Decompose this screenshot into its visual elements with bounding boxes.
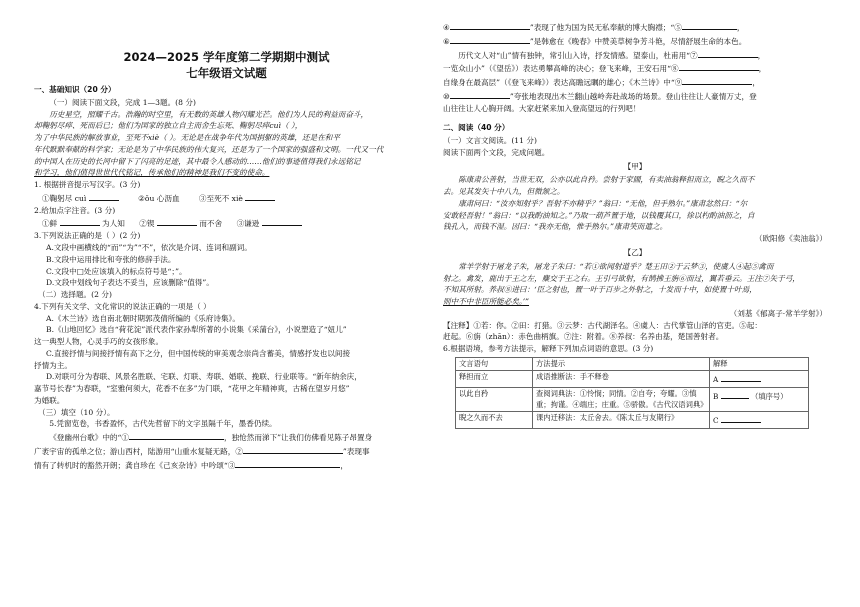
table-cell: 课内迁移法：太丘舍去。《陈太丘与友期行》 xyxy=(533,412,710,429)
table-header-cell: 解释 xyxy=(710,357,809,371)
table-header-cell: 文言语句 xyxy=(456,357,533,371)
table-cell xyxy=(710,412,809,429)
passage-line: 的中国人在历史的长河中留下了闪亮的足迹，其中最令人感动的……他们的事迹值得我们永远铭记 xyxy=(34,156,361,166)
q4-option-line: 嘉节号长春”为春联，“室雅何须大，花香不在多”为门联，“花甲之年精神爽，古稀在望岁月悠” xyxy=(34,384,350,394)
fill-text: ”是韩愈在《晚春》中赞美草树争芳斗艳，尽情舒展生命的本色。 xyxy=(529,36,747,46)
q5-text: 《登幽州台歌》中的“① xyxy=(49,433,130,443)
reading-intro: 阅读下面两个文段，完成问题。 xyxy=(443,147,550,157)
q5-line: 5.凭窗览卷，书香盈怀，古代先哲留下的文字虽隔千年，墨香仍续。 xyxy=(49,419,277,429)
yi-line: 常羊学射于屠龙子朱，屠龙子朱曰：“若①欲闻射道乎？楚王田②于云梦③，使虞人④起⑤禽而 xyxy=(458,261,774,271)
fill-text: ④ xyxy=(443,23,450,32)
q3-option-d: D.文段中划线句子表达不妥当，应该删除“值得”。 xyxy=(46,278,214,288)
answer-blank[interactable] xyxy=(721,413,761,423)
table-header-row xyxy=(456,357,809,371)
fill-line xyxy=(443,75,827,89)
q1-item-3: ③至死不 xiè xyxy=(198,193,243,203)
jia-line: 安敢轻吾射！”翁曰：“以我酌油知之。”乃取一葫芦置于地，以钱覆其口，徐以杓酌油沥之，自 xyxy=(443,210,755,220)
passage-jia-label: 【甲】 xyxy=(623,161,647,171)
passage-line: 和学习，他们值得世世代代铭记，传承他们的精神是我们不变的使命。 xyxy=(34,168,270,178)
fill-text: ”夸张地表现出木兰翻山越岭奔赴战场的场景。登山往往让人豪情万丈，登 xyxy=(509,91,757,101)
q2-item-1: ①鲜 xyxy=(42,219,58,229)
fill-text: ， xyxy=(736,23,745,32)
question-4: 4.下列有关文学、文化常识的说法正确的一项是（ ） xyxy=(34,301,211,311)
passage-line: 历史星空，照耀千古。浩瀚的时空里，有无数的英雄人物闪耀光芒。他们为人民的利益而奋斗， xyxy=(49,109,369,119)
fill-text: ⑩ xyxy=(443,91,450,101)
jia-line: 陈康肃公善射，当世无双，公亦以此自矜。尝射于家圃，有卖油翁释担而立，睨之久而不 xyxy=(458,175,755,185)
answer-blank[interactable] xyxy=(129,430,224,440)
q2-item-1-tail: 为人知 xyxy=(102,219,125,229)
q1-item-2: ②ǒu 心沥血 xyxy=(138,193,180,203)
table-cell: 成语推断法：手不释卷 xyxy=(533,371,710,388)
answer-blank[interactable] xyxy=(60,216,100,226)
fill-line xyxy=(443,48,827,62)
q4-option-line: 抒情为主。 xyxy=(34,360,72,370)
q4-option-line: C.直接抒情与间接抒情有高下之分，但中国传统的审美观念崇尚含蓄美，情感抒发也以间接 xyxy=(46,348,351,358)
exam-title-line2: 七年级语文试题 xyxy=(186,65,267,80)
answer-blank[interactable] xyxy=(89,191,119,201)
q5-text: ，独怆然而涕下”让我们仿佛看见陈子昂置身 xyxy=(224,433,373,443)
sub-heading-2: （二）选择题。(2 分) xyxy=(38,290,112,300)
question-1: 1. 根据拼音提示写汉字。(3 分) xyxy=(34,180,141,190)
yi-line: 不知其所射。养叔⑧进曰：‘臣之射也，置一叶于百步之外射之，十发而十中，如使置十叶焉， xyxy=(443,285,757,295)
yi-source: （刘基《郁离子·常羊学射》） xyxy=(729,308,827,318)
notes-line: 赶起。⑥旃（zhān）：赤色曲柄旗。⑦注：附着。⑧养叔：名养由基，楚国善射者。 xyxy=(443,332,724,342)
q1-item-1: ①鞠躬尽 cuì xyxy=(42,193,87,203)
q5-line xyxy=(34,444,419,458)
q4-option-line: A.《木兰诗》选自南北朝时期郭茂倩所编的《乐府诗集》。 xyxy=(46,313,240,323)
q5-text: ， xyxy=(340,460,348,470)
fill-text: ⑥ xyxy=(443,36,450,46)
table-cell: 睨之久而不去 xyxy=(456,412,533,429)
fill-text: ， xyxy=(758,64,767,74)
part1-header: 一、基础知识（20 分） xyxy=(34,85,116,95)
jia-line: 钱孔入，而钱不湿。因曰：“我亦无他，惟手熟尔。”康肃笑而遣之。 xyxy=(443,222,668,232)
q5-text: 广袤宇宙的孤单之位；游山西村，陆游用“山重水复疑无路，② xyxy=(34,447,243,456)
passage-line: 为了中华民族的解放事业，至死不xiè（ ）。无论是在战争年代为国捐躯的英雄，还是在和平 xyxy=(34,133,340,143)
passage-yi-label: 【乙】 xyxy=(623,248,647,258)
fill-text: 历代文人对“山”情有独钟，常引山入诗，抒发情感。望泰山，杜甫用“⑦ xyxy=(458,50,698,60)
q2-item-3: ③谦逊 xyxy=(236,219,260,229)
table-row xyxy=(456,388,809,412)
fill-line xyxy=(443,34,827,48)
answer-blank[interactable] xyxy=(157,216,197,226)
left-column xyxy=(34,0,419,472)
right-column xyxy=(443,20,827,429)
sub-heading-3: （三）填空（10 分）。 xyxy=(38,407,115,417)
question-3: 3.下列说法正确的是（ ）(2 分) xyxy=(34,231,141,241)
jia-source: （欧阳修《卖油翁》） xyxy=(754,234,827,244)
fill-text: 自缘身在最高层”（《登飞来峰》）表达高瞻远瞩的雄心；《木兰诗》中“⑨ xyxy=(443,78,683,88)
answer-blank[interactable] xyxy=(721,372,761,382)
question-1-items xyxy=(34,191,419,205)
sub-heading-1: （一）阅读下面文段，完成 1—3题。(8 分) xyxy=(49,97,196,107)
q4-option-line: 为婚联。 xyxy=(34,395,65,405)
q5-text: ”表现事 xyxy=(342,447,370,456)
fill-line: 山往往让人心胸开阔。大家赶紧来加入登高望远的行列吧！ xyxy=(443,103,641,113)
q3-option-a: A.文段中画横线的“而”“为”“不”，依次是介词、连词和副词。 xyxy=(46,242,252,252)
fill-text: ， xyxy=(757,50,766,60)
answer-blank[interactable] xyxy=(245,191,275,201)
table-row xyxy=(456,412,809,429)
jia-line: 去。见其发矢十中八九，但微颔之。 xyxy=(443,187,565,197)
passage-line: 却鞠躬尽瘁、死而后已；他们为国家的独立自主而舍生忘死、鞠躬尽瘁cuì（ ）， xyxy=(34,121,303,131)
vocab-table xyxy=(455,357,809,429)
passage-line: 年代默默奉献的科学家；无论是为了中华民族的伟大复兴，还是为了一个国家的强盛和文明。一代又一代 xyxy=(34,144,384,154)
answer-blank[interactable] xyxy=(243,444,343,454)
q5-text: 情有了转机时的豁然开朗；龚自珍在《己亥杂诗》中吟颂“③ xyxy=(34,460,236,470)
answer-blank[interactable] xyxy=(262,216,302,226)
q4-option-line: B.《山地回忆》选自“荷花淀”派代表作家孙犁所著的小说集《采蒲台》，小说塑造了“妞儿” xyxy=(46,325,347,335)
q5-line xyxy=(34,458,419,472)
table-cell: 释担而立 xyxy=(456,371,533,388)
fill-line xyxy=(443,61,827,75)
answer-blank[interactable] xyxy=(450,20,530,30)
yi-line: 射之。禽发，鹿出于王之左，麋交于王之右。王引弓欲射，有鹄拂王旃⑥而过，翼若垂云。王注⑦矢于弓， xyxy=(443,273,800,283)
table-cell xyxy=(710,371,809,388)
fill-text: 一览众山小”（《望岳》）表达勇攀高峰的决心；登飞来峰，王安石用“⑧ xyxy=(443,64,679,74)
fill-text: ”表现了他为国为民无私奉献的博大胸襟；“⑤ xyxy=(529,23,682,32)
answer-label: B xyxy=(713,392,719,402)
q3-option-c: C.文段中□处应该填入的标点符号是“；”。 xyxy=(46,266,187,276)
answer-blank[interactable] xyxy=(235,458,340,468)
exam-title-line1: 2024—2025 学年度第二学期期中测试 xyxy=(123,50,330,64)
table-cell: 以此自矜 xyxy=(456,388,533,412)
table-row xyxy=(456,371,809,388)
jia-line: 康肃问曰：“汝亦知射乎？吾射不亦精乎？”翁曰：“无他，但手熟尔。”康肃忿然曰：“尔 xyxy=(458,198,748,208)
table-cell xyxy=(710,388,809,412)
q2-item-2-tail: 而不舍 xyxy=(199,219,223,229)
q5-line xyxy=(34,430,419,444)
table-cell: 查阅词典法：①怜悯；同情。②自夸；夸耀。③慎重；拘谨。④端庄；庄重。⑤骄傲。《古代汉语词典》 xyxy=(533,388,710,412)
q2-item-2: ②锲 xyxy=(139,219,155,229)
question-6: 6.根据语境，参考方法提示，解释下列加点词语的意思。(3 分) xyxy=(443,344,654,354)
passage xyxy=(34,109,419,180)
notes-line: 【注释】①若：你。②田：打猎。③云梦：古代湖泽名。④虞人：古代掌管山泽的官吏。⑤起： xyxy=(443,320,762,330)
sub-heading-reading: （一）文言文阅读。(11 分) xyxy=(443,136,537,146)
part2-header: 二、阅读（40 分） xyxy=(443,123,510,133)
q3-option-b: B.文段中运用排比和夸张的修辞手法。 xyxy=(46,254,176,264)
answer-label: C xyxy=(713,416,719,426)
fill-line xyxy=(443,20,827,34)
passage-jia xyxy=(443,174,827,233)
answer-blank[interactable] xyxy=(450,89,510,99)
answer-blank[interactable] xyxy=(698,48,758,58)
yi-line: 则中不中非臣所能必矣。’” xyxy=(443,297,530,307)
answer-note: （填序号） xyxy=(751,392,788,402)
q4-option-line: D.对联可分为春联、风景名胜联、宅联、灯联、寿联、婚联、挽联、行业联等。“新年纳余庆， xyxy=(46,372,362,382)
fill-line xyxy=(443,89,827,103)
answer-blank[interactable] xyxy=(721,389,749,399)
question-2-items xyxy=(34,216,419,230)
passage-yi xyxy=(443,261,827,308)
question-2: 2.给加点字注音。(3 分) xyxy=(34,205,116,215)
answer-label: A xyxy=(713,375,719,385)
table-header-cell: 方法提示 xyxy=(533,357,710,371)
answer-blank[interactable] xyxy=(682,20,737,30)
q4-option-line: 这一典型人物，心灵手巧的女孩形象。 xyxy=(34,337,164,347)
answer-blank[interactable] xyxy=(450,34,530,44)
answer-blank[interactable] xyxy=(679,61,759,71)
fill-text: ， xyxy=(752,78,760,88)
answer-blank[interactable] xyxy=(682,75,752,85)
